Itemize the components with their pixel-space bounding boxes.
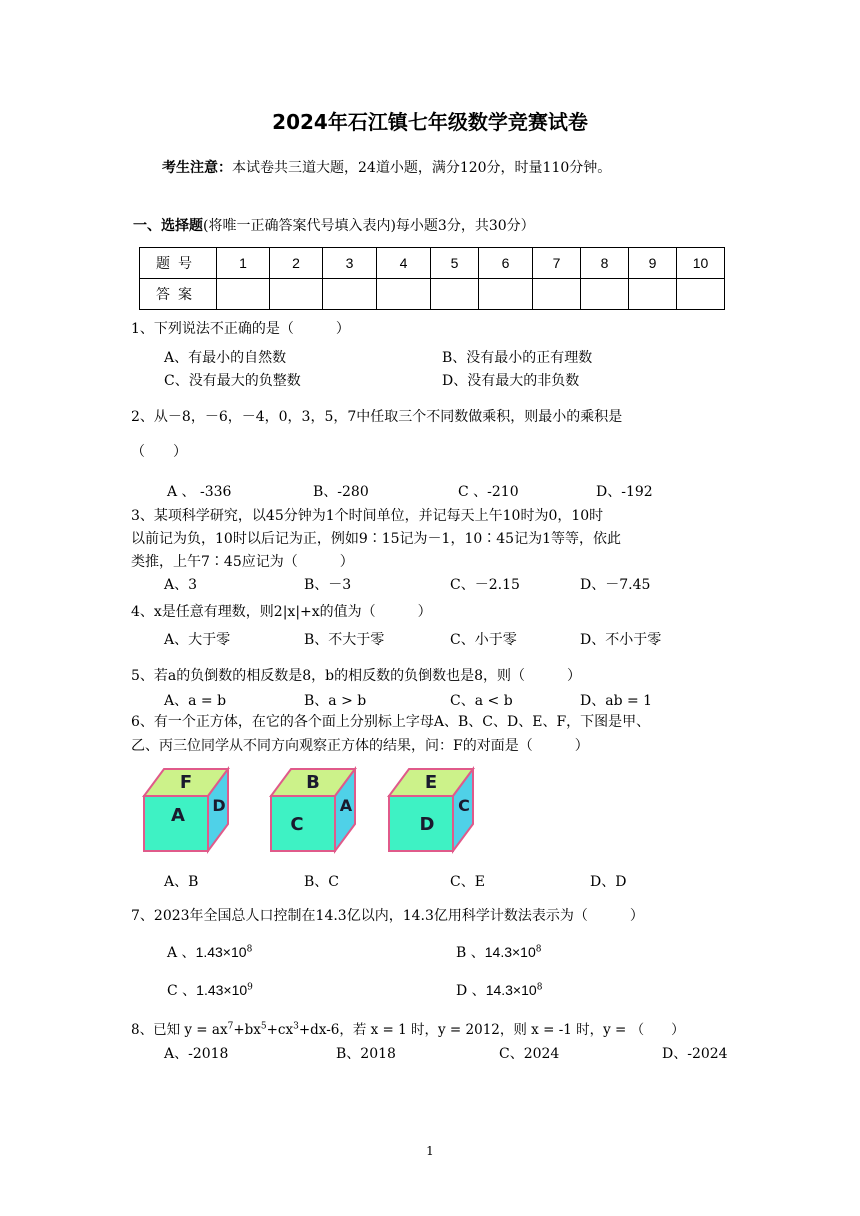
question-4: 4、x是任意有理数，则2|x|+x的值为（ ） (131, 604, 432, 620)
q3-option-a: A、3 (164, 577, 198, 593)
q1-option-c: C、没有最大的负整数 (164, 373, 301, 389)
q1-option-a: A、有最小的自然数 (164, 350, 287, 366)
question-3-line-3: 类推，上午7∶45应记为（ ） (131, 554, 354, 570)
q6-option-d: D、D (590, 874, 627, 890)
cube-front-letter: C (290, 814, 304, 835)
cube-view-1 (140, 766, 232, 856)
answer-cell[interactable] (270, 279, 323, 310)
answer-table-num: 9 (629, 248, 677, 279)
answer-table (139, 247, 725, 310)
q7-d-label: D 、 (456, 983, 486, 999)
cube-front-letter: D (419, 814, 435, 835)
answer-cell[interactable] (431, 279, 479, 310)
q1-option-d: D、没有最大的非负数 (442, 373, 580, 389)
cube-side-letter: C (458, 796, 470, 815)
question-6-line-1: 6、有一个正方体，在它的各个面上分别标上字母A、B、C、D、E、F，下图是甲、 (131, 714, 651, 730)
answer-table-num: 2 (270, 248, 323, 279)
answer-table-num: 10 (677, 248, 725, 279)
answer-table-num: 1 (217, 248, 270, 279)
answer-table-num: 5 (431, 248, 479, 279)
q8-post: +dx-6，若 x = 1 时，y = 2012，则 x = -1 时，y = （ ） (298, 1022, 685, 1038)
q7-a-label: A 、 (167, 945, 196, 961)
question-number-label: 题号 (140, 248, 217, 279)
cube-view-3 (385, 766, 477, 856)
q8-option-b: B、2018 (336, 1046, 396, 1062)
question-2: 2、从－8，－6，－4，0，3，5，7中任取三个不同数做乘积，则最小的乘积是 (131, 409, 623, 425)
q4-option-c: C、小于零 (450, 632, 517, 648)
question-1: 1、下列说法不正确的是（ ） (131, 321, 350, 337)
q8-pre: 8、已知 y = ax (131, 1022, 228, 1038)
q3-option-c: C、－2.15 (450, 577, 520, 593)
q1-option-b: B、没有最小的正有理数 (442, 350, 593, 366)
q2-option-d: D、-192 (596, 484, 653, 500)
question-7: 7、2023年全国总人口控制在14.3亿以内，14.3亿用科学计数法表示为（ ） (131, 908, 644, 924)
notice-text: 本试卷共三道大题，24道小题，满分120分，时量110分钟。 (232, 160, 612, 176)
q3-option-b: B、－3 (304, 577, 352, 593)
q4-option-b: B、不大于零 (304, 632, 385, 648)
answer-cell[interactable] (581, 279, 629, 310)
q7-option-c (167, 980, 253, 1000)
q8-option-c: C、2024 (499, 1046, 560, 1062)
cube-side-letter: A (339, 796, 353, 815)
q2-option-a: A 、 -336 (167, 484, 232, 500)
q7-c-base: 1.43×10 (196, 982, 248, 998)
answer-table-num: 8 (581, 248, 629, 279)
q8-exp-1: 7 (227, 1021, 234, 1032)
q5-option-c: C、a < b (450, 693, 513, 709)
q7-a-exp: 8 (246, 944, 253, 955)
answer-cell[interactable] (323, 279, 377, 310)
q6-option-b: B、C (304, 874, 339, 890)
section-label: 一、选择题 (133, 218, 203, 234)
cube-top-letter: B (306, 772, 320, 793)
question-3-line-1: 3、某项科学研究，以45分钟为1个时间单位，并记每天上午10时为0，10时 (131, 508, 604, 524)
q7-option-b (456, 942, 541, 962)
q8-part-2: +cx (266, 1022, 294, 1038)
q7-b-base: 14.3×10 (484, 944, 536, 960)
q7-c-exp: 9 (247, 982, 253, 993)
answer-label: 答案 (140, 279, 217, 310)
q8-option-d: D、-2024 (662, 1046, 728, 1062)
q3-option-d: D、－7.45 (580, 577, 651, 593)
q4-option-d: D、不小于零 (580, 632, 662, 648)
q8-option-a: A、-2018 (164, 1046, 229, 1062)
cube-top-letter: E (424, 772, 438, 793)
answer-table-num: 4 (377, 248, 431, 279)
section-text: (将唯一正确答案代号填入表内)每小题3分，共30分） (203, 218, 535, 234)
q2-option-b: B、-280 (313, 484, 369, 500)
answer-table-answer-row (140, 279, 725, 310)
question-2-paren: （ ） (131, 444, 187, 460)
q5-option-b: B、a > b (304, 693, 367, 709)
answer-cell[interactable] (677, 279, 725, 310)
q4-option-a: A、大于零 (164, 632, 231, 648)
q7-option-a (167, 942, 252, 962)
q7-b-label: B 、 (456, 945, 485, 961)
q7-b-exp: 8 (535, 944, 542, 955)
question-3-line-2: 以前记为负，10时以后记为正，例如9∶15记为－1，10∶45记为1等等，依此 (131, 531, 621, 547)
answer-table-num: 3 (323, 248, 377, 279)
page-title: 2024年石江镇七年级数学竞赛试卷 (272, 110, 588, 134)
answer-cell[interactable] (377, 279, 431, 310)
answer-cell[interactable] (217, 279, 270, 310)
q7-d-exp: 8 (536, 982, 543, 993)
answer-table-num: 7 (533, 248, 581, 279)
q2-option-c: C 、-210 (458, 484, 519, 500)
q5-option-a: A、a = b (164, 693, 227, 709)
section-heading (133, 215, 535, 235)
q7-option-d (456, 980, 542, 1000)
notice-label: 考生注意： (162, 160, 232, 176)
q8-exp-3: 3 (293, 1021, 299, 1032)
cube-view-2 (267, 766, 359, 856)
q7-d-base: 14.3×10 (485, 982, 537, 998)
q7-c-label: C 、 (167, 983, 197, 999)
answer-table-header-row (140, 248, 725, 279)
answer-cell[interactable] (479, 279, 533, 310)
question-5: 5、若a的负倒数的相反数是8，b的相反数的负倒数也是8，则（ ） (131, 668, 582, 684)
cube-top-letter: F (179, 772, 193, 793)
page-number: 1 (426, 1144, 434, 1158)
cube-front-letter: A (171, 805, 185, 826)
cube-side-letter: D (212, 796, 226, 815)
q8-part-1: +bx (233, 1022, 261, 1038)
q6-option-c: C、E (450, 874, 485, 890)
q5-option-d: D、ab = 1 (580, 693, 653, 709)
question-6-line-2: 乙、丙三位同学从不同方向观察正方体的结果，问：F的对面是（ ） (131, 738, 589, 754)
q8-exp-2: 5 (260, 1021, 267, 1032)
answer-cell[interactable] (533, 279, 581, 310)
answer-cell[interactable] (629, 279, 677, 310)
q6-option-a: A、B (164, 874, 199, 890)
question-8 (131, 1018, 685, 1038)
answer-table-num: 6 (479, 248, 533, 279)
exam-notice (162, 157, 611, 177)
q7-a-base: 1.43×10 (195, 944, 247, 960)
